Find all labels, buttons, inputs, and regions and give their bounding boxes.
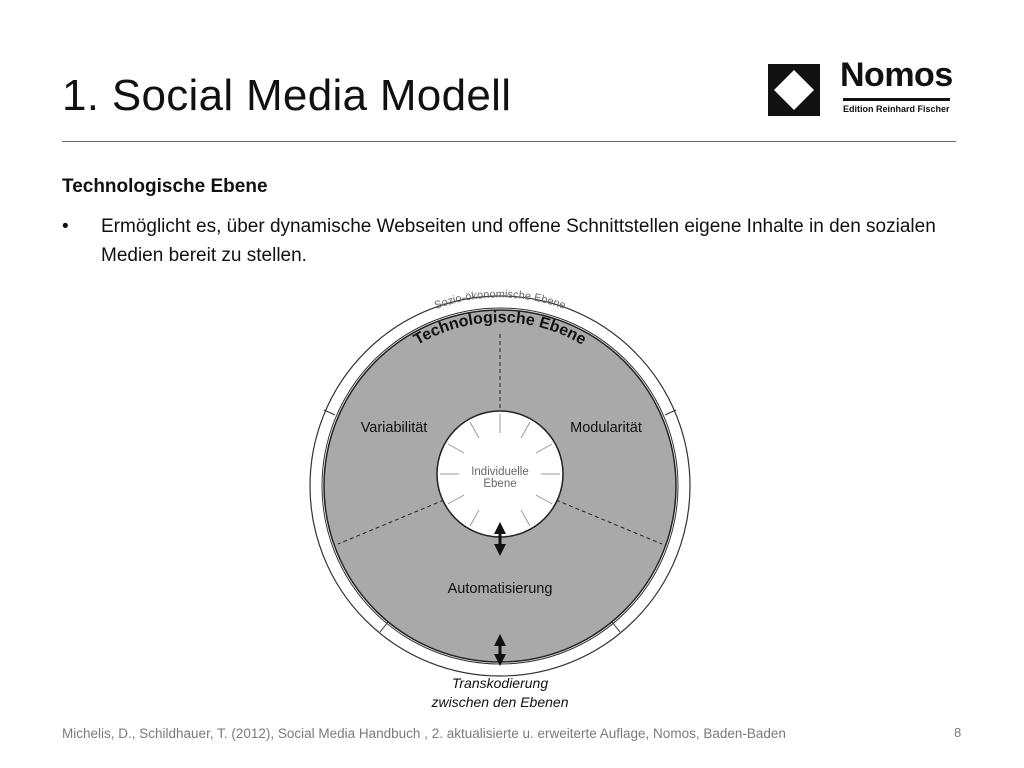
center-label-line2: Ebene <box>483 478 517 490</box>
segment-label-variability: Variabilität <box>360 420 428 436</box>
bullet-text: Ermöglicht es, über dynamische Webseiten und offene Schnittstellen eigene Inhalte in den sozialen Medien bereit zu stellen. <box>101 216 936 266</box>
segment-label-modularity: Modularität <box>570 420 642 436</box>
social-media-model-diagram <box>300 282 700 714</box>
segment-label-automation: Automatisierung <box>447 581 553 597</box>
source-citation: Michelis, D., Schildhauer, T. (2012), Social Media Handbuch , 2. aktualisierte u. erweiterte Auflage, Nomos, Baden-Baden <box>62 726 786 741</box>
caption-line1: Transkodierung <box>451 675 549 691</box>
technology-ring-label-path: Technologische Ebene <box>411 309 589 349</box>
logo-underline <box>843 98 950 101</box>
bullet-dot: • <box>62 216 69 237</box>
logo-brand: Nomos <box>840 56 953 94</box>
center-label-line1: Individuelle <box>471 466 529 478</box>
slide-title: 1. Social Media Modell <box>62 71 512 120</box>
title-divider <box>62 141 956 142</box>
caption-line2: zwischen den Ebenen <box>431 694 569 710</box>
bullet-item <box>62 212 942 270</box>
section-heading: Technologische Ebene <box>62 176 268 197</box>
outer-ring-label-path: Sozio-ökonomische Ebene <box>432 288 568 312</box>
page-number: 8 <box>954 725 962 740</box>
logo-subtitle: Edition Reinhard Fischer <box>843 104 950 114</box>
nomos-diamond-icon <box>768 64 820 116</box>
nomos-logo <box>768 56 953 116</box>
